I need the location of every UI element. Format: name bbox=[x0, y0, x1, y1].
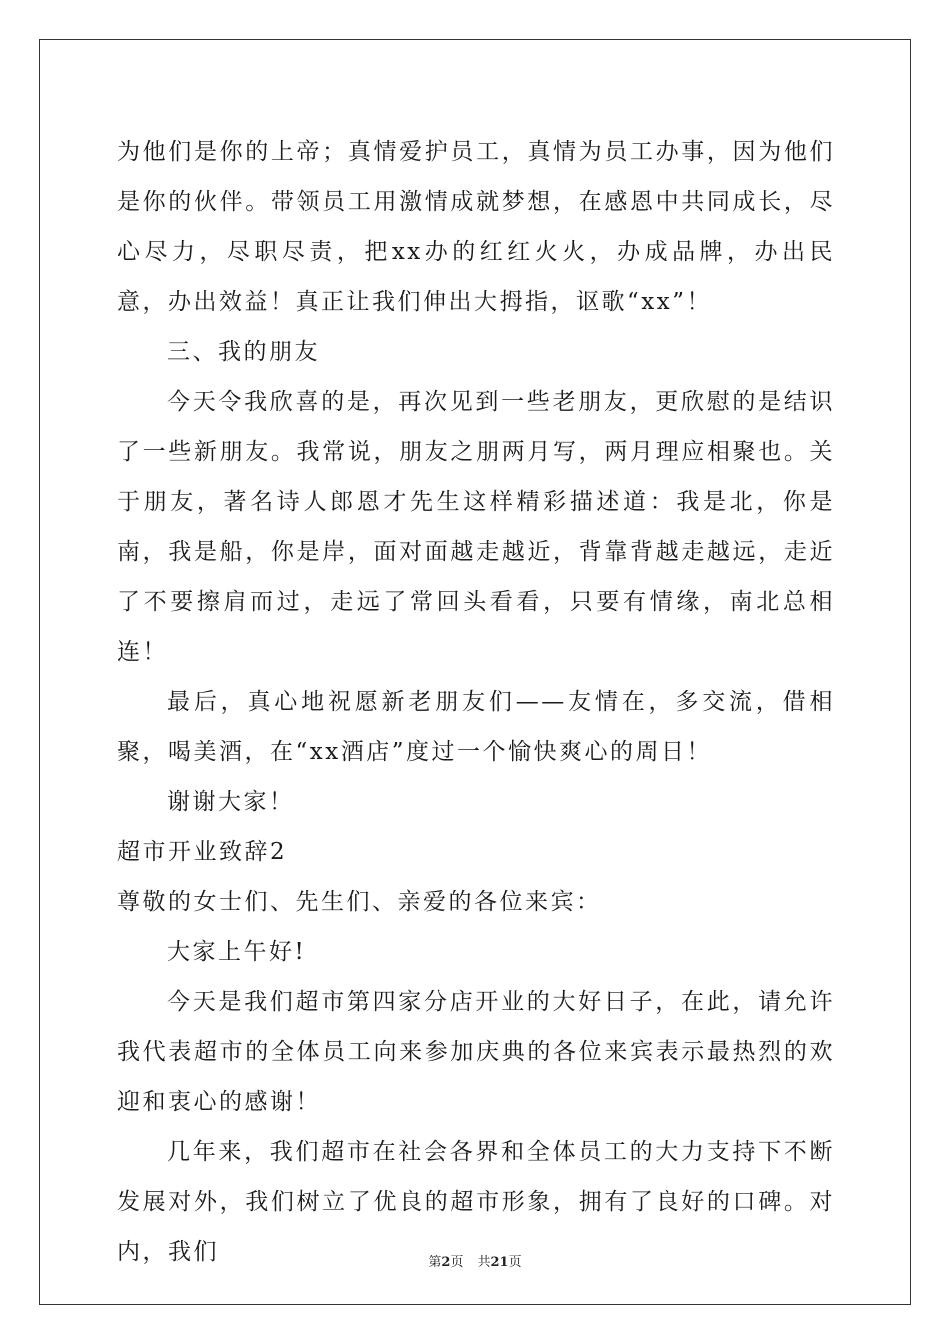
paragraph: 谢谢大家！ bbox=[167, 789, 295, 815]
greeting: 大家上午好! bbox=[167, 939, 307, 965]
paragraph: 今天是我们超市第四家分店开业的大好日子，在此，请允许我代表超市的全体员工向来参加庆典的各位来宾表示最热烈的欢迎和衷心的感谢！ bbox=[117, 989, 835, 1115]
total-pages: 21 bbox=[490, 1255, 509, 1270]
total-suffix: 页 bbox=[508, 1255, 522, 1270]
salutation: 尊敬的女士们、先生们、亲爱的各位来宾： bbox=[117, 889, 602, 915]
paragraph: 最后，真心地祝愿新老朋友们——友情在，多交流，借相聚，喝美酒，在“xx酒店”度过一个愉快爽心的周日！ bbox=[117, 689, 835, 765]
section-heading: 三、我的朋友 bbox=[167, 339, 320, 365]
page-suffix: 页 bbox=[450, 1255, 464, 1270]
page-footer bbox=[0, 1251, 950, 1270]
total-prefix: 共 bbox=[477, 1255, 491, 1270]
page-prefix: 第 bbox=[428, 1255, 442, 1270]
paragraph: 为他们是你的上帝；真情爱护员工，真情为员工办事，因为他们是你的伙伴。带领员工用激情成就梦想，在感恩中共同成长，尽心尽力，尽职尽责，把xx办的红红火火，办成品牌，办出民意，办出效益！真正让我们伸出大拇指，讴歌“xx”！ bbox=[117, 139, 835, 315]
document-title: 超市开业致辞2 bbox=[117, 839, 288, 865]
paragraph: 几年来，我们超市在社会各界和全体员工的大力支持下不断发展对外，我们树立了优良的超市形象，拥有了良好的口碑。对内，我们 bbox=[117, 1139, 835, 1265]
document-body bbox=[117, 127, 835, 1277]
page-number: 2 bbox=[441, 1255, 451, 1270]
paragraph: 今天令我欣喜的是，再次见到一些老朋友，更欣慰的是结识了一些新朋友。我常说，朋友之朋两月写，两月理应相聚也。关于朋友，著名诗人郎恩才先生这样精彩描述道：我是北，你是南，我是船，你是岸，面对面越走越近，背靠背越走越远，走近了不要擦肩而过，走远了常回头看看，只要有情缘，南北总相连！ bbox=[117, 389, 835, 665]
